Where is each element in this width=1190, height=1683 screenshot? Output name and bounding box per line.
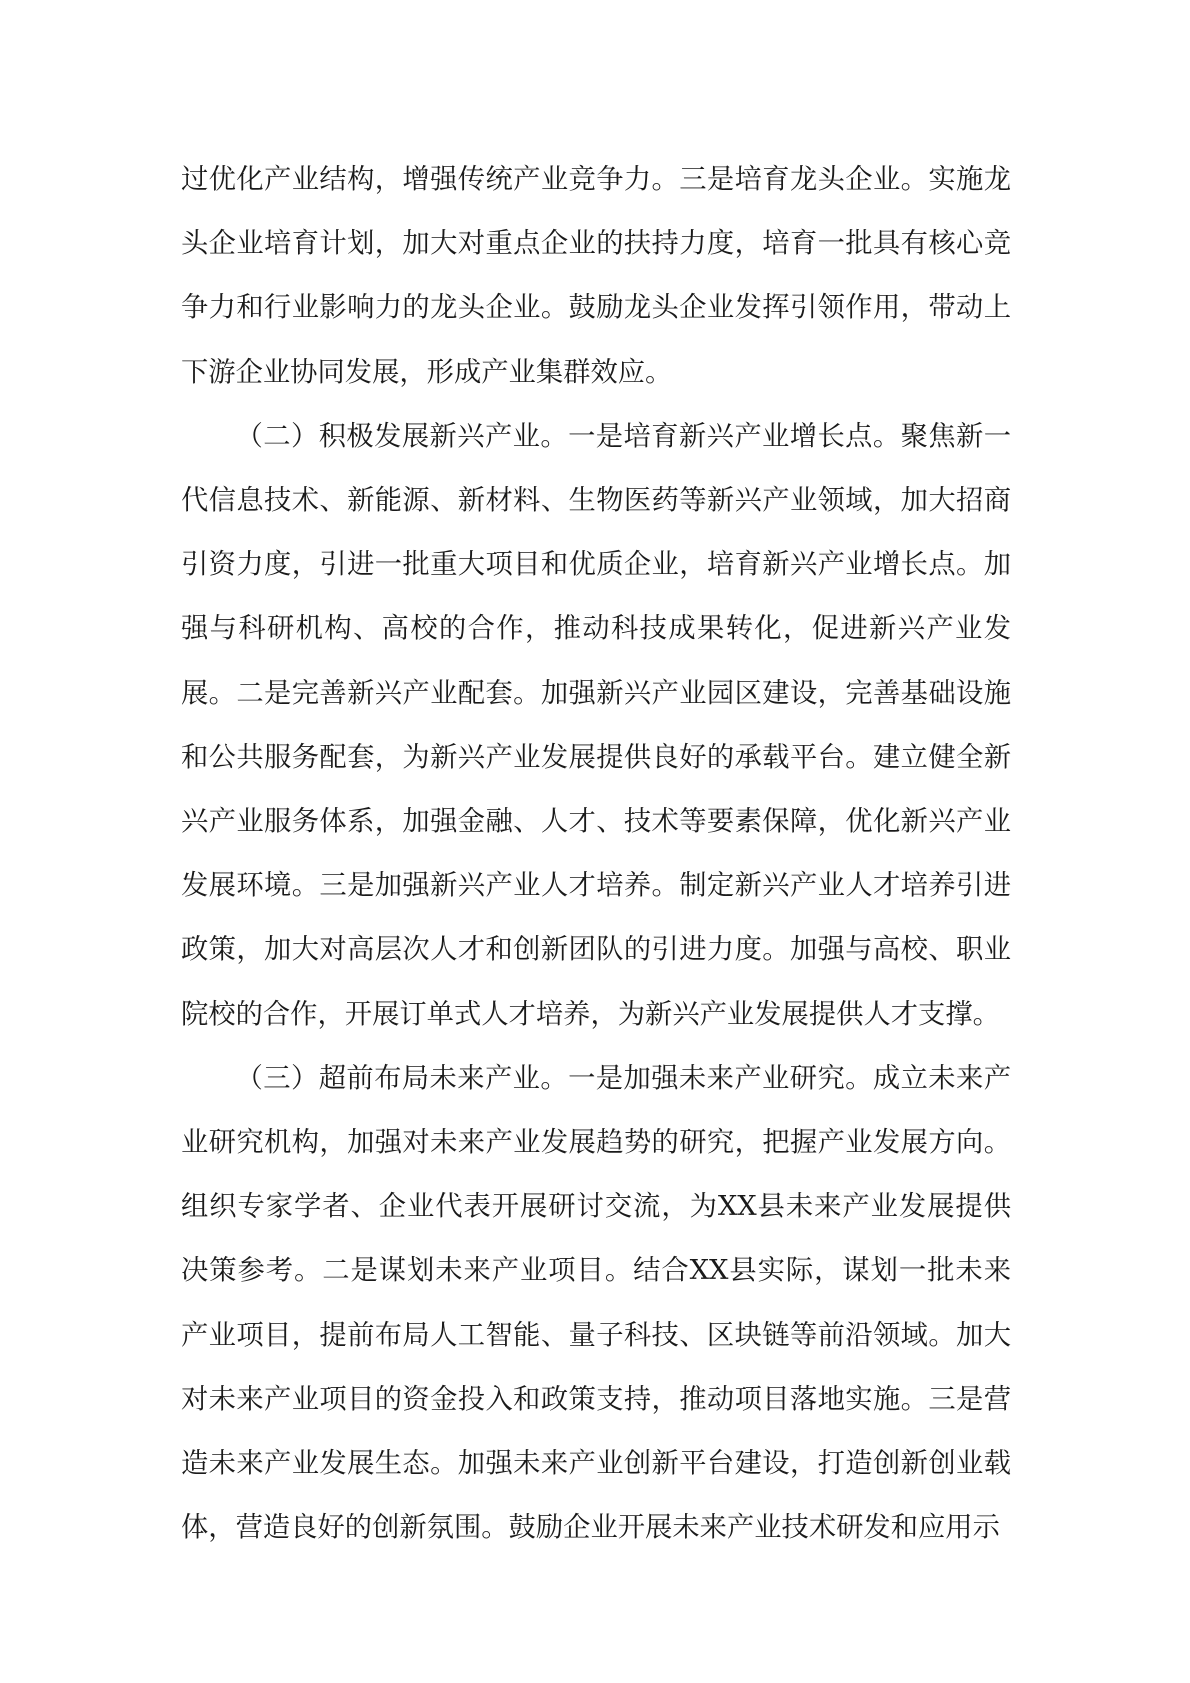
paragraph-continuation: 过优化产业结构，增强传统产业竞争力。三是培育龙头企业。实施龙头企业培育计划，加大对重点企业的扶持力度，培育一批具有核心竞争力和行业影响力的龙头企业。鼓励龙头企业发挥引领作用，带动上下游企业协同发展，形成产业集群效应。: [181, 164, 1011, 388]
paragraph-section-two: （二）积极发展新兴产业。一是培育新兴产业增长点。聚焦新一代信息技术、新能源、新材料、生物医药等新兴产业领域，加大招商引资力度，引进一批重大项目和优质企业，培育新兴产业增长点。加强与科研机构、高校的合作，推动科技成果转化，促进新兴产业发展。二是完善新兴产业配套。加强新兴产业园区建设，完善基础设施和公共服务配套，为新兴产业发展提供良好的承载平台。建立健全新兴产业服务体系，加强金融、人才、技术等要素保障，优化新兴产业发展环境。三是加强新兴产业人才培养。制定新兴产业人才培养引进政策，加大对高层次人才和创新团队的引进力度。加强与高校、职业院校的合作，开展订单式人才培养，为新兴产业发展提供人才支撑。: [181, 420, 1011, 1030]
document-body: [181, 148, 1011, 1560]
paragraph-section-three: （三）超前布局未来产业。一是加强未来产业研究。成立未来产业研究机构，加强对未来产业发展趋势的研究，把握产业发展方向。组织专家学者、企业代表开展研讨交流，为XX县未来产业发展提供决策参考。二是谋划未来产业项目。结合XX县实际，谋划一批未来产业项目，提前布局人工智能、量子科技、区块链等前沿领域。加大对未来产业项目的资金投入和政策支持，推动项目落地实施。三是营造未来产业发展生态。加强未来产业创新平台建设，打造创新创业载体，营造良好的创新氛围。鼓励企业开展未来产业技术研发和应用示: [181, 1062, 1011, 1544]
